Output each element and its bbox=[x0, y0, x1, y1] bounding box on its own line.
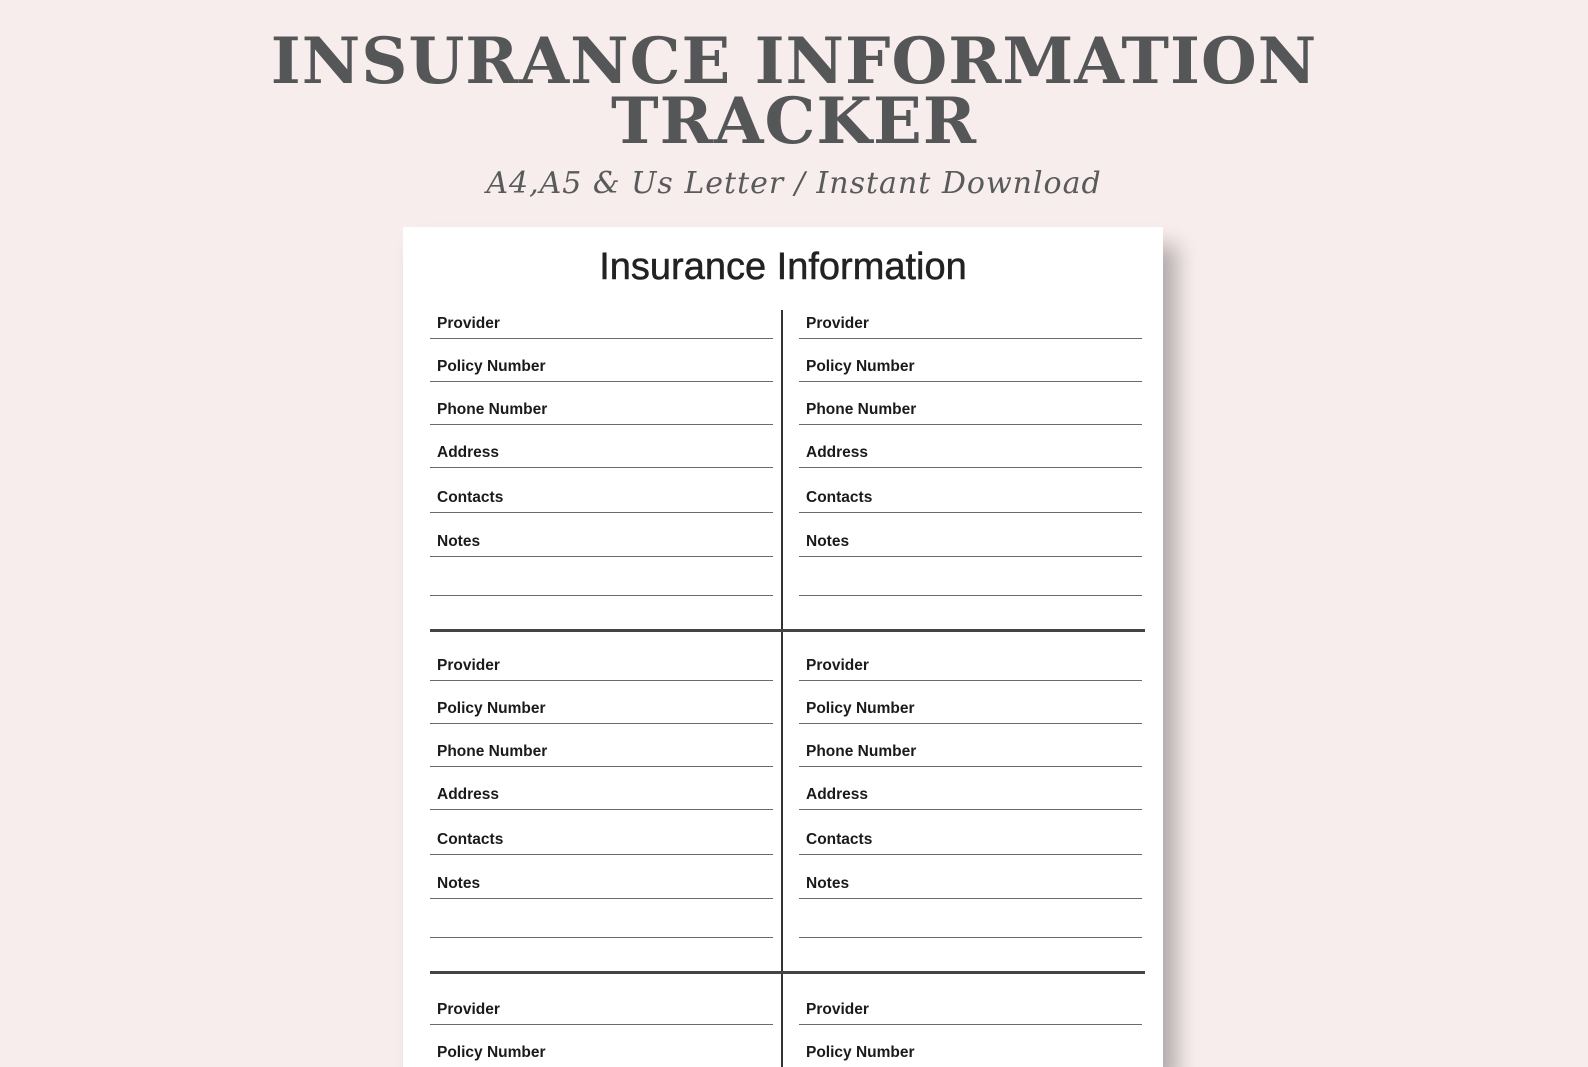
provider-label: Provider bbox=[437, 315, 500, 332]
policy-number-label: Policy Number bbox=[806, 700, 915, 717]
contacts-field[interactable] bbox=[799, 484, 1142, 513]
provider-field[interactable] bbox=[799, 996, 1142, 1025]
address-field[interactable] bbox=[430, 781, 773, 810]
phone-number-field[interactable] bbox=[430, 396, 773, 425]
phone-number-field[interactable] bbox=[799, 396, 1142, 425]
phone-number-label: Phone Number bbox=[806, 743, 917, 760]
sheet-title: Insurance Information bbox=[599, 246, 967, 288]
contacts-field[interactable] bbox=[430, 826, 773, 855]
notes-label: Notes bbox=[806, 875, 850, 892]
notes-field[interactable] bbox=[430, 870, 773, 899]
policy-number-field[interactable] bbox=[799, 1039, 1142, 1067]
column-divider bbox=[781, 310, 783, 1067]
provider-label: Provider bbox=[806, 315, 869, 332]
page-headline-line-2: TRACKER bbox=[611, 84, 977, 159]
policy-number-label: Policy Number bbox=[806, 1044, 915, 1061]
address-label: Address bbox=[437, 786, 500, 803]
contacts-label: Contacts bbox=[437, 831, 504, 848]
provider-label: Provider bbox=[437, 657, 500, 674]
policy-number-field[interactable] bbox=[799, 353, 1142, 382]
notes-line[interactable] bbox=[430, 595, 773, 596]
phone-number-label: Phone Number bbox=[806, 401, 917, 418]
contacts-label: Contacts bbox=[437, 489, 504, 506]
phone-number-label: Phone Number bbox=[437, 401, 548, 418]
policy-number-label: Policy Number bbox=[437, 700, 546, 717]
contacts-field[interactable] bbox=[430, 484, 773, 513]
notes-field[interactable] bbox=[430, 528, 773, 557]
provider-field[interactable] bbox=[799, 652, 1142, 681]
policy-number-field[interactable] bbox=[430, 695, 773, 724]
address-field[interactable] bbox=[799, 439, 1142, 468]
provider-field[interactable] bbox=[799, 310, 1142, 339]
phone-number-label: Phone Number bbox=[437, 743, 548, 760]
provider-label: Provider bbox=[806, 657, 869, 674]
address-field[interactable] bbox=[799, 781, 1142, 810]
notes-label: Notes bbox=[806, 533, 850, 550]
provider-label: Provider bbox=[437, 1001, 500, 1018]
address-label: Address bbox=[806, 786, 869, 803]
provider-field[interactable] bbox=[430, 996, 773, 1025]
notes-field[interactable] bbox=[799, 528, 1142, 557]
provider-field[interactable] bbox=[430, 310, 773, 339]
contacts-field[interactable] bbox=[799, 826, 1142, 855]
notes-field[interactable] bbox=[799, 870, 1142, 899]
row-divider-2 bbox=[430, 971, 1145, 974]
notes-label: Notes bbox=[437, 875, 481, 892]
provider-label: Provider bbox=[806, 1001, 869, 1018]
policy-number-field[interactable] bbox=[430, 1039, 773, 1067]
phone-number-field[interactable] bbox=[799, 738, 1142, 767]
policy-number-field[interactable] bbox=[799, 695, 1142, 724]
policy-number-field[interactable] bbox=[430, 353, 773, 382]
row-divider-1 bbox=[430, 629, 1145, 632]
contacts-label: Contacts bbox=[806, 489, 873, 506]
tracker-sheet bbox=[403, 227, 1163, 1067]
policy-number-label: Policy Number bbox=[806, 358, 915, 375]
contacts-label: Contacts bbox=[806, 831, 873, 848]
page-subtitle: A4,A5 & Us Letter / Instant Download bbox=[486, 166, 1102, 201]
provider-field[interactable] bbox=[430, 652, 773, 681]
page-headline-line-1: INSURANCE INFORMATION bbox=[270, 24, 1318, 99]
notes-line[interactable] bbox=[799, 595, 1142, 596]
notes-line[interactable] bbox=[799, 937, 1142, 938]
address-field[interactable] bbox=[430, 439, 773, 468]
address-label: Address bbox=[437, 444, 500, 461]
notes-label: Notes bbox=[437, 533, 481, 550]
phone-number-field[interactable] bbox=[430, 738, 773, 767]
address-label: Address bbox=[806, 444, 869, 461]
policy-number-label: Policy Number bbox=[437, 1044, 546, 1061]
notes-line[interactable] bbox=[430, 937, 773, 938]
policy-number-label: Policy Number bbox=[437, 358, 546, 375]
